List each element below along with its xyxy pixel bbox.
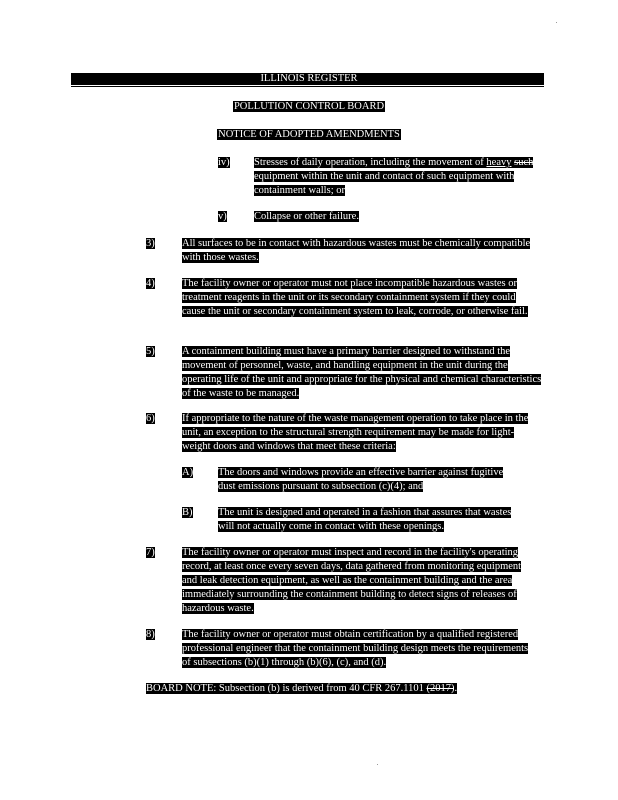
register-title: ILLINOIS REGISTER [260,73,358,84]
board-title: POLLUTION CONTROL BOARD [233,101,385,112]
subitem-iv-text: Stresses of daily operation, including the movement of heavy such equipment within the unit and contact of such equipment with containment walls; or [254,157,534,196]
item-8-text: The facility owner or operator must obtain certification by a qualified registered professional engineer that the containment building design meets the requirements of subsections (b)(1) through (b)(6), (c), and (d). [182,629,529,668]
criterion-a-text: The doors and windows provide an effective barrier against fugitive dust emissions pursuant to subsection (c)(4); and [218,467,504,492]
deleted-text: such [514,157,534,168]
scan-speck [556,22,557,23]
subitem-iv-number: iv) [218,157,230,168]
subitem-v-text: Collapse or other failure. [254,211,359,222]
item-6-text: If appropriate to the nature of the waste management operation to take place in the unit, an exception to the structural strength requirement may be made for light-weight doors and windows that meet these criteria: [182,413,529,452]
scan-speck [377,764,378,765]
inserted-text: heavy [486,157,512,168]
item-7-number: 7) [146,547,155,558]
criterion-a-number: A) [182,467,194,478]
subitem-v-number: v) [218,211,227,222]
item-8-number: 8) [146,629,155,640]
criterion-b-number: B) [182,507,193,518]
header-rule-line [71,86,544,87]
item-7-text: The facility owner or operator must inspect and record in the facility's operating record, at least once every seven days, data gathered from monitoring equipment and leak detection equipment, as well as the containment building and the area immediately surrounding the containment building to detect signs of releases of hazardous waste. [182,547,522,614]
board-note: BOARD NOTE: Subsection (b) is derived from 40 CFR 267.1101 (2017). [146,683,458,694]
item-4-text: The facility owner or operator must not place incompatible hazardous wastes or treatment reagents in the unit or its secondary containment system if they could cause the unit or secondary containment system to leak, corrode, or otherwise fail. [182,278,528,317]
item-5-number: 5) [146,346,155,357]
notice-title: NOTICE OF ADOPTED AMENDMENTS [218,129,400,140]
item-4-number: 4) [146,278,155,289]
item-6-number: 6) [146,413,155,424]
item-3-number: 3) [146,238,155,249]
item-5-text: A containment building must have a primary barrier designed to withstand the movement of personnel, waste, and handling equipment in the unit during the operating life of the unit and appropriate for the physical and chemical characteristics of the waste to be managed. [182,346,542,399]
criterion-b-text: The unit is designed and operated in a fashion that assures that wastes will not actually come in contact with these openings. [218,507,512,532]
deleted-year: (2017) [426,683,455,694]
item-3-text: All surfaces to be in contact with hazardous wastes must be chemically compatible with those wastes. [182,238,531,263]
